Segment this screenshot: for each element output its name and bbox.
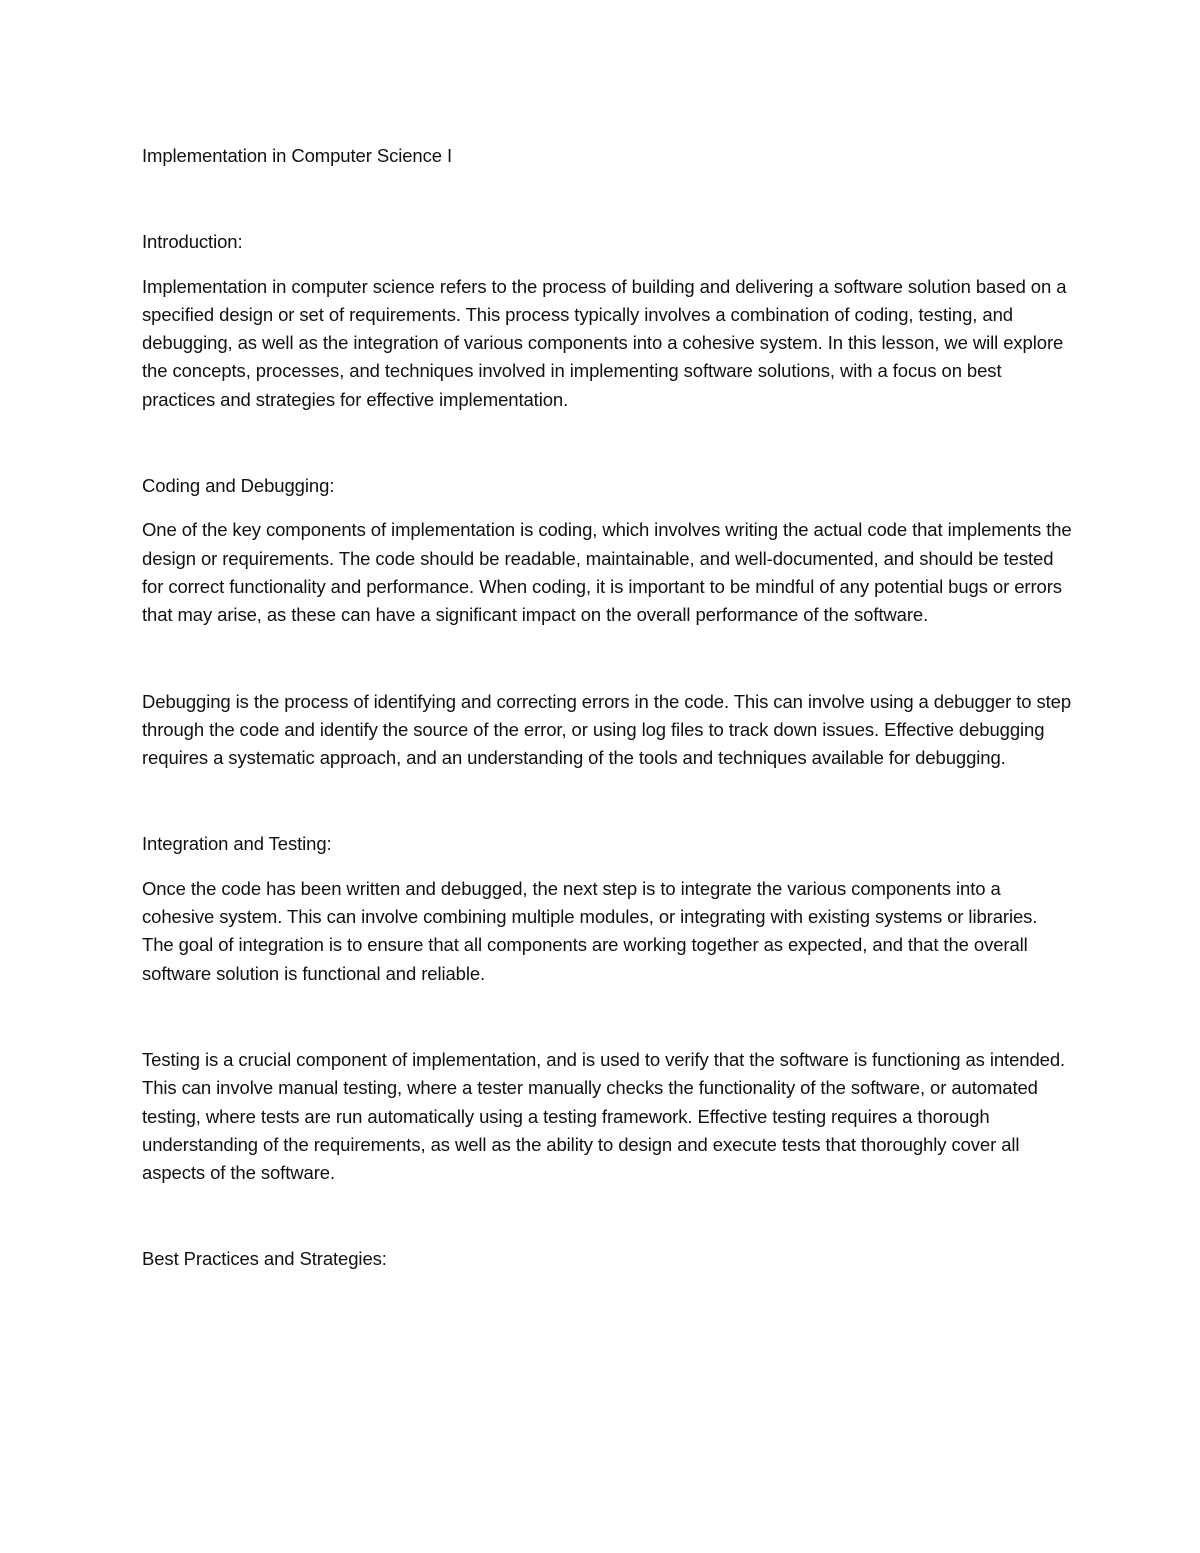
- section-heading-coding-debugging: Coding and Debugging:: [142, 475, 335, 497]
- paragraph-coding: One of the key components of implementation is coding, which involves writing the actual code that implements the design or requirements. The code should be readable, maintainable, and well-documented, and should be tested for correct functionality and performance. When coding, it is important to be mindful of any potential bugs or errors that may arise, as these can have a significant impact on the overall performance of the software.: [142, 519, 1072, 626]
- paragraph-integration: Once the code has been written and debugged, the next step is to integrate the various components into a cohesive system. This can involve combining multiple modules, or integrating with existing systems or libraries. The goal of integration is to ensure that all components are working together as expected, and that the overall software solution is functional and reliable.: [142, 877, 1038, 984]
- paragraph-introduction: Implementation in computer science refers to the process of building and delivering a software solution based on a specified design or set of requirements. This process typically involves a combination of coding, testing, and debugging, as well as the integration of various components into a cohesive system. In this lesson, we will explore the concepts, processes, and techniques involved in implementing software solutions, with a focus on best practices and strategies for effective implementation.: [142, 275, 1067, 410]
- document-title: Implementation in Computer Science I: [142, 145, 453, 166]
- section-heading-introduction: Introduction:: [142, 231, 243, 253]
- paragraph-debugging: Debugging is the process of identifying and correcting errors in the code. This can involve using a debugger to step through the code and identify the source of the error, or using log files to track down issues. Effective debugging requires a systematic approach, and an understanding of the tools and techniques available for debugging.: [142, 690, 1072, 769]
- document-content: [142, 142, 1072, 1290]
- section-heading-integration-testing: Integration and Testing:: [142, 833, 332, 855]
- section-heading-best-practices: Best Practices and Strategies:: [142, 1248, 387, 1270]
- paragraph-testing: Testing is a crucial component of implementation, and is used to verify that the software is functioning as intended. This can involve manual testing, where a tester manually checks the functionality of the software, or automated testing, where tests are run automatically using a testing framework. Effective testing requires a thorough understanding of the requirements, as well as the ability to design and execute tests that thoroughly cover all aspects of the software.: [142, 1048, 1066, 1184]
